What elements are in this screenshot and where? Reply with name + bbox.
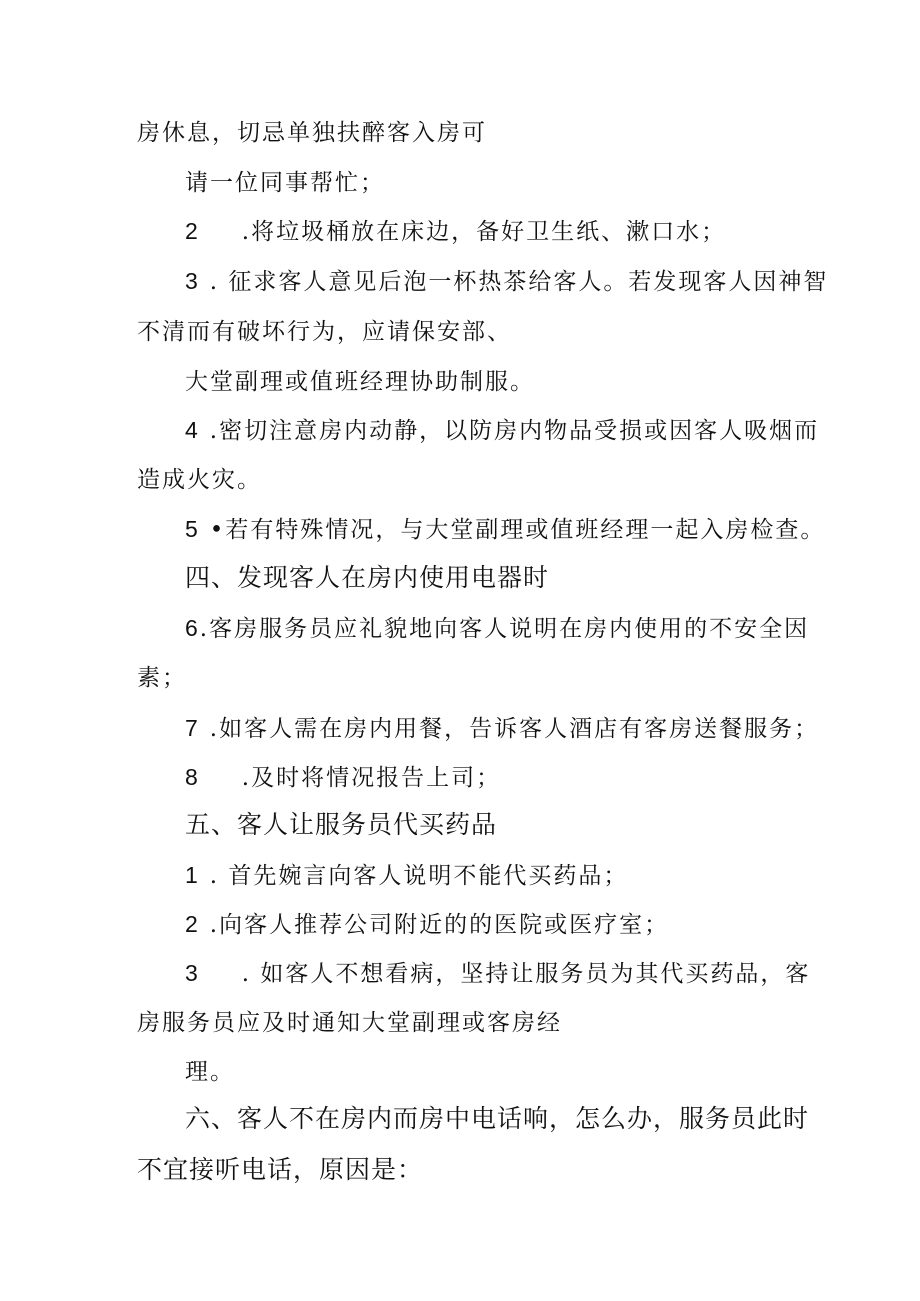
item-text: . 如客人不想看病，坚持让服务员为其代买药品，客: [241, 961, 811, 987]
item-text: .如客人需在房内用餐，告诉客人酒店有客房送餐服务；: [209, 716, 820, 742]
item-number: 4: [185, 417, 200, 443]
section-heading: 五、客人让服务员代买药品: [185, 810, 498, 839]
list-item: [185, 860, 628, 891]
list-item: [185, 216, 726, 247]
item-text: .将垃圾桶放在床边，备好卫生纸、漱口水；: [241, 219, 727, 245]
text-line: 理。: [185, 1059, 235, 1085]
item-number: 2: [185, 218, 200, 244]
text-line: 请一位同事帮忙；: [185, 170, 385, 196]
item-number: 3: [185, 960, 200, 986]
text-line: 不清而有破坏行为，应请保安部、: [137, 319, 512, 345]
item-text: •若有特殊情况，与大堂副理或值班经理一起入房检查。: [209, 517, 826, 543]
item-number: 5: [185, 516, 200, 542]
item-text: .向客人推荐公司附近的的医院或医疗室；: [209, 912, 670, 938]
item-text: . 首先婉言向客人说明不能代买药品；: [209, 863, 629, 889]
list-item: [185, 909, 669, 940]
text-line: 不宜接听电话，原因是：: [137, 1155, 424, 1184]
list-item: [185, 415, 819, 446]
list-item: [185, 266, 828, 297]
text-line: 造成火灾。: [137, 467, 262, 493]
text-line: 素；: [137, 665, 187, 691]
list-item: [185, 713, 819, 744]
item-text: . 征求客人意见后泡一杯热茶给客人。若发现客人因神智: [209, 269, 829, 295]
text-line: 房休息，切忌单独扶醉客入房可: [137, 120, 487, 146]
item-text: .客房服务员应礼貌地向客人说明在房内使用的不安全因: [199, 616, 810, 642]
item-number: 7: [185, 715, 200, 741]
list-item: [185, 613, 809, 644]
text-line: 大堂副理或值班经理协助制服。: [185, 369, 535, 395]
list-item: [185, 762, 501, 793]
list-item: [185, 958, 810, 989]
item-number: 3: [185, 268, 200, 294]
item-number: 8: [185, 764, 200, 790]
item-number: 1: [185, 862, 200, 888]
list-item: [185, 514, 825, 545]
item-number: 6: [185, 615, 200, 641]
item-text: .及时将情况报告上司；: [241, 765, 502, 791]
section-heading: 六、客人不在房内而房中电话响，怎么办，服务员此时: [185, 1104, 810, 1133]
text-line: 房服务员应及时通知大堂副理或客房经: [137, 1010, 562, 1036]
item-number: 2: [185, 911, 200, 937]
section-heading: 四、发现客人在房内使用电器时: [185, 563, 550, 592]
item-text: .密切注意房内动静，以防房内物品受损或因客人吸烟而: [209, 418, 820, 444]
